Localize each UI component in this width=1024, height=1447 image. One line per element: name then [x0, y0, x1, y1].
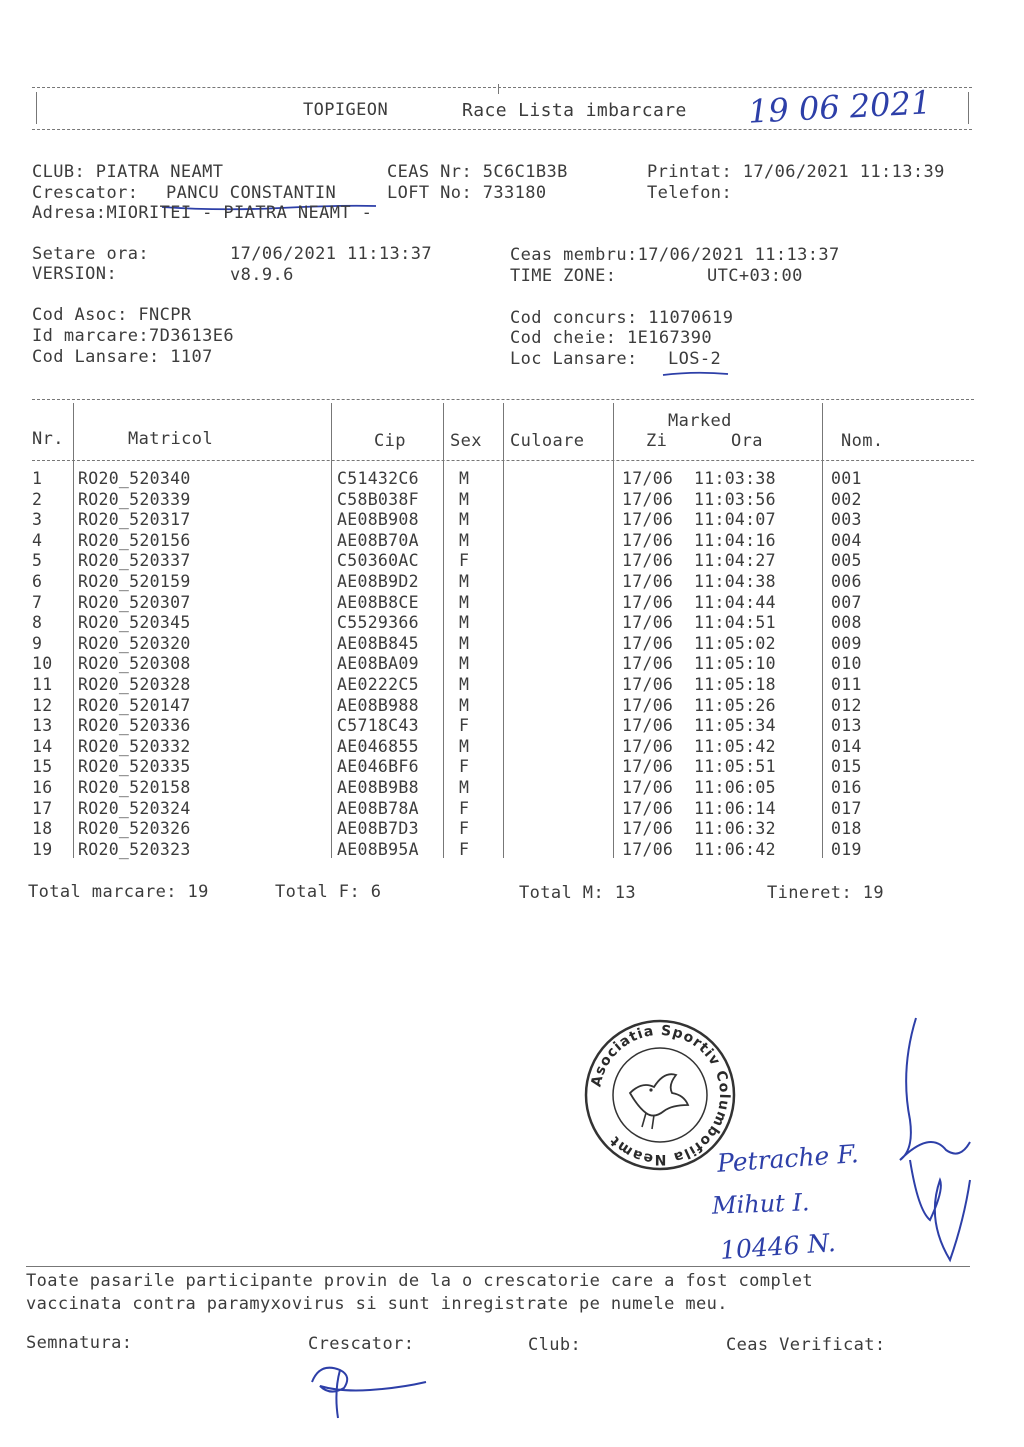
- cell-sex: F: [459, 819, 470, 839]
- cell-sex: M: [459, 654, 470, 674]
- cell-matricol: RO20_520158: [78, 778, 191, 797]
- cell-cip: AE08B9B8: [337, 778, 419, 797]
- handwritten-date: 19 06 2021: [747, 83, 933, 131]
- table-row: [0, 696, 1024, 717]
- statement-line-2: vaccinata contra paramyxovirus si sunt inregistrate pe numele meu.: [26, 1294, 728, 1314]
- cell-cip: AE08B95A: [337, 839, 419, 859]
- total-marcare: Total marcare: 19: [28, 882, 209, 902]
- cell-matricol: RO20_520320: [78, 633, 191, 653]
- cell-cip: AE08B9D2: [337, 572, 419, 591]
- table-row: [0, 716, 1024, 737]
- cell-matricol: RO20_520326: [78, 819, 191, 839]
- cell-zi: 17/06: [622, 716, 674, 736]
- cell-ora: 11:05:10: [694, 654, 776, 674]
- loc-lansare-label: Loc Lansare:: [510, 349, 638, 369]
- table-row: [0, 757, 1024, 778]
- table-row: [0, 819, 1024, 840]
- telefon: Telefon:: [647, 183, 733, 203]
- table-row: [0, 510, 1024, 531]
- cod-concurs: Cod concurs: 11070619: [510, 308, 734, 328]
- dove-icon: [630, 1074, 688, 1115]
- time-zone-label: TIME ZONE:: [510, 266, 617, 286]
- cell-nr: 13: [32, 716, 53, 736]
- crescator-sign-label: Crescator:: [308, 1334, 415, 1354]
- crescator-name: PANCU CONSTANTIN: [166, 183, 337, 203]
- table-row: [0, 490, 1024, 511]
- cell-zi: 17/06: [622, 489, 674, 509]
- cell-nom: 005: [831, 551, 862, 571]
- cell-zi: 17/06: [622, 469, 674, 488]
- cell-sex: M: [459, 778, 470, 797]
- cell-matricol: RO20_520328: [78, 675, 191, 694]
- cell-ora: 11:04:16: [694, 530, 776, 550]
- cell-cip: C50360AC: [337, 551, 419, 571]
- col-header-matricol: Matricol: [128, 429, 214, 449]
- cell-ora: 11:04:38: [694, 572, 776, 591]
- cell-zi: 17/06: [622, 613, 674, 633]
- header-right-edge: [968, 92, 969, 124]
- table-row: [0, 840, 1024, 861]
- cell-cip: C5718C43: [337, 716, 419, 736]
- cod-asoc: Cod Asoc: FNCPR: [32, 305, 192, 325]
- header-tick: [498, 84, 499, 94]
- cell-sex: M: [459, 572, 470, 591]
- cell-nom: 008: [831, 613, 862, 633]
- table-row: [0, 593, 1024, 614]
- table-row: [0, 654, 1024, 675]
- cell-zi: 17/06: [622, 695, 674, 715]
- cell-ora: 11:04:51: [694, 613, 776, 633]
- cell-nom: 019: [831, 839, 862, 859]
- cell-nom: 013: [831, 716, 862, 736]
- printat: Printat: 17/06/2021 11:13:39: [647, 162, 945, 182]
- club-sign-label: Club:: [528, 1335, 582, 1355]
- cell-ora: 11:05:02: [694, 633, 776, 653]
- cell-nr: 11: [32, 675, 53, 694]
- table-row: [0, 737, 1024, 758]
- cell-ora: 11:05:42: [694, 736, 776, 756]
- col-header-culoare: Culoare: [510, 431, 585, 451]
- version-label: VERSION:: [32, 264, 118, 284]
- cell-nr: 10: [32, 654, 53, 674]
- cell-ora: 11:04:27: [694, 551, 776, 571]
- cell-cip: AE08B7D3: [337, 819, 419, 839]
- header-bottom-rule: [32, 129, 972, 130]
- cell-zi: 17/06: [622, 819, 674, 839]
- cell-nom: 001: [831, 469, 862, 488]
- total-m: Total M: 13: [519, 883, 636, 903]
- cell-cip: C58B038F: [337, 489, 419, 509]
- handwritten-name-3: 10446 N.: [719, 1227, 837, 1266]
- cell-sex: M: [459, 613, 470, 633]
- table-row: [0, 469, 1024, 490]
- cell-nr: 16: [32, 778, 53, 797]
- cell-nom: 018: [831, 819, 862, 839]
- cell-cip: C51432C6: [337, 469, 419, 488]
- cell-zi: 17/06: [622, 530, 674, 550]
- adresa: Adresa:MIORITEI - PIATRA NEAMT -: [32, 203, 373, 223]
- cell-zi: 17/06: [622, 675, 674, 694]
- cell-nr: 4: [32, 530, 43, 550]
- cell-cip: AE08B908: [337, 510, 419, 530]
- cell-nr: 2: [32, 489, 43, 509]
- table-row: [0, 675, 1024, 696]
- cell-matricol: RO20_520345: [78, 613, 191, 633]
- cell-nr: 18: [32, 819, 53, 839]
- col-header-nr: Nr.: [32, 429, 64, 449]
- cell-cip: C5529366: [337, 613, 419, 633]
- col-header-ora: Ora: [731, 431, 763, 451]
- cell-nr: 8: [32, 613, 43, 633]
- crescator-signature: [300, 1352, 440, 1422]
- cell-nr: 14: [32, 736, 53, 756]
- club-label: CLUB: PIATRA NEAMT: [32, 162, 224, 182]
- cod-cheie: Cod cheie: 1E167390: [510, 328, 713, 348]
- cell-nom: 006: [831, 572, 862, 591]
- cell-nom: 016: [831, 778, 862, 797]
- cell-ora: 11:06:32: [694, 819, 776, 839]
- cell-nr: 5: [32, 551, 43, 571]
- cell-ora: 11:05:34: [694, 716, 776, 736]
- stamp-text: Asociatia Sportiv Columbofila Neamt: [588, 1022, 733, 1168]
- cell-matricol: RO20_520307: [78, 592, 191, 612]
- footer-rule: [26, 1266, 970, 1267]
- cell-matricol: RO20_520336: [78, 716, 191, 736]
- cell-matricol: RO20_520324: [78, 798, 191, 818]
- ceas-verificat-label: Ceas Verificat:: [726, 1335, 886, 1355]
- cell-zi: 17/06: [622, 592, 674, 612]
- cell-zi: 17/06: [622, 839, 674, 859]
- cell-cip: AE08B8CE: [337, 592, 419, 612]
- cell-matricol: RO20_520335: [78, 757, 191, 777]
- cell-nom: 002: [831, 489, 862, 509]
- loc-lansare-value: LOS-2: [668, 349, 722, 369]
- handwritten-name-2: Mihut I.: [711, 1188, 811, 1220]
- cell-nr: 3: [32, 510, 43, 530]
- version-value: v8.9.6: [230, 265, 294, 285]
- col-header-sex: Sex: [450, 431, 482, 451]
- cell-ora: 11:06:42: [694, 839, 776, 859]
- cell-nr: 19: [32, 839, 53, 859]
- cell-matricol: RO20_520308: [78, 654, 191, 674]
- cell-zi: 17/06: [622, 510, 674, 530]
- setare-label: Setare ora:: [32, 244, 149, 264]
- cell-ora: 11:06:14: [694, 798, 776, 818]
- cell-nr: 17: [32, 798, 53, 818]
- cell-matricol: RO20_520337: [78, 551, 191, 571]
- cell-cip: AE08B70A: [337, 530, 419, 550]
- cell-nom: 017: [831, 798, 862, 818]
- header-left-edge: [36, 92, 37, 124]
- cell-sex: M: [459, 530, 470, 550]
- table-row: [0, 551, 1024, 572]
- cell-sex: M: [459, 633, 470, 653]
- table-row: [0, 531, 1024, 552]
- loc-underline-mark: [660, 368, 732, 380]
- cell-ora: 11:04:44: [694, 592, 776, 612]
- setare-value: 17/06/2021 11:13:37: [230, 244, 433, 264]
- cell-matricol: RO20_520147: [78, 695, 191, 715]
- cell-matricol: RO20_520159: [78, 572, 191, 591]
- loft-no: LOFT No: 733180: [387, 183, 547, 203]
- software-name: TOPIGEON: [303, 100, 389, 120]
- cell-nr: 6: [32, 572, 43, 591]
- cell-nom: 010: [831, 654, 862, 674]
- statement-line-1: Toate pasarile participante provin de la o crescatorie care a fost complet: [26, 1271, 813, 1291]
- cell-nr: 12: [32, 695, 53, 715]
- cell-nom: 003: [831, 510, 862, 530]
- cell-nom: 004: [831, 530, 862, 550]
- cell-zi: 17/06: [622, 757, 674, 777]
- col-header-zi: Zi: [646, 431, 668, 451]
- cell-sex: F: [459, 757, 470, 777]
- cell-sex: M: [459, 695, 470, 715]
- cell-cip: AE046BF6: [337, 757, 419, 777]
- cell-sex: M: [459, 736, 470, 756]
- cell-matricol: RO20_520317: [78, 510, 191, 530]
- cell-ora: 11:05:26: [694, 695, 776, 715]
- cell-cip: AE0222C5: [337, 675, 419, 694]
- cell-ora: 11:06:05: [694, 778, 776, 797]
- cell-matricol: RO20_520156: [78, 530, 191, 550]
- col-header-cip: Cip: [374, 431, 406, 451]
- tineret: Tineret: 19: [767, 883, 884, 903]
- cell-nr: 1: [32, 469, 43, 488]
- cell-cip: AE08BA09: [337, 654, 419, 674]
- signature-mark: [870, 1010, 980, 1270]
- crescator-label: Crescator:: [32, 183, 139, 203]
- total-f: Total F: 6: [275, 882, 382, 902]
- time-zone-value: UTC+03:00: [707, 266, 803, 286]
- cell-cip: AE08B78A: [337, 798, 419, 818]
- cell-nr: 9: [32, 633, 43, 653]
- cell-sex: F: [459, 551, 470, 571]
- table-row: [0, 778, 1024, 799]
- cell-nom: 011: [831, 675, 862, 694]
- ceas-nr: CEAS Nr: 5C6C1B3B: [387, 162, 568, 182]
- cell-nom: 012: [831, 695, 862, 715]
- table-row: [0, 799, 1024, 820]
- cell-matricol: RO20_520340: [78, 469, 191, 488]
- cell-sex: F: [459, 798, 470, 818]
- cell-nom: 014: [831, 736, 862, 756]
- ceas-membru: Ceas membru:17/06/2021 11:13:37: [510, 245, 840, 265]
- cell-sex: M: [459, 510, 470, 530]
- cell-ora: 11:03:38: [694, 469, 776, 488]
- cell-matricol: RO20_520332: [78, 736, 191, 756]
- cell-zi: 17/06: [622, 736, 674, 756]
- cell-matricol: RO20_520339: [78, 489, 191, 509]
- cod-lansare: Cod Lansare: 1107: [32, 347, 213, 367]
- cell-matricol: RO20_520323: [78, 839, 191, 859]
- cell-nom: 007: [831, 592, 862, 612]
- cell-zi: 17/06: [622, 572, 674, 591]
- cell-zi: 17/06: [622, 633, 674, 653]
- table-row: [0, 572, 1024, 593]
- id-marcare: Id marcare:7D3613E6: [32, 326, 235, 346]
- cell-nom: 009: [831, 633, 862, 653]
- cell-nr: 7: [32, 592, 43, 612]
- cell-sex: F: [459, 716, 470, 736]
- cell-cip: AE08B845: [337, 633, 419, 653]
- cell-cip: AE046855: [337, 736, 419, 756]
- cell-nom: 015: [831, 757, 862, 777]
- cell-ora: 11:05:18: [694, 675, 776, 694]
- table-row: [0, 634, 1024, 655]
- cell-ora: 11:04:07: [694, 510, 776, 530]
- list-title: Race Lista imbarcare: [462, 100, 687, 121]
- cell-sex: M: [459, 675, 470, 694]
- col-header-nom: Nom.: [841, 431, 884, 451]
- cell-nr: 15: [32, 757, 53, 777]
- col-header-marked: Marked: [668, 411, 732, 431]
- handwritten-name-1: Petrache F.: [716, 1139, 860, 1178]
- cell-ora: 11:03:56: [694, 489, 776, 509]
- semnatura-label: Semnatura:: [26, 1333, 133, 1353]
- cell-zi: 17/06: [622, 551, 674, 571]
- cell-sex: M: [459, 469, 470, 488]
- cell-zi: 17/06: [622, 654, 674, 674]
- table-row: [0, 613, 1024, 634]
- table-top-rule: [32, 399, 974, 400]
- cell-sex: F: [459, 839, 470, 859]
- cell-sex: M: [459, 592, 470, 612]
- cell-ora: 11:05:51: [694, 757, 776, 777]
- cell-cip: AE08B988: [337, 695, 419, 715]
- cell-zi: 17/06: [622, 778, 674, 797]
- cell-zi: 17/06: [622, 798, 674, 818]
- cell-sex: M: [459, 489, 470, 509]
